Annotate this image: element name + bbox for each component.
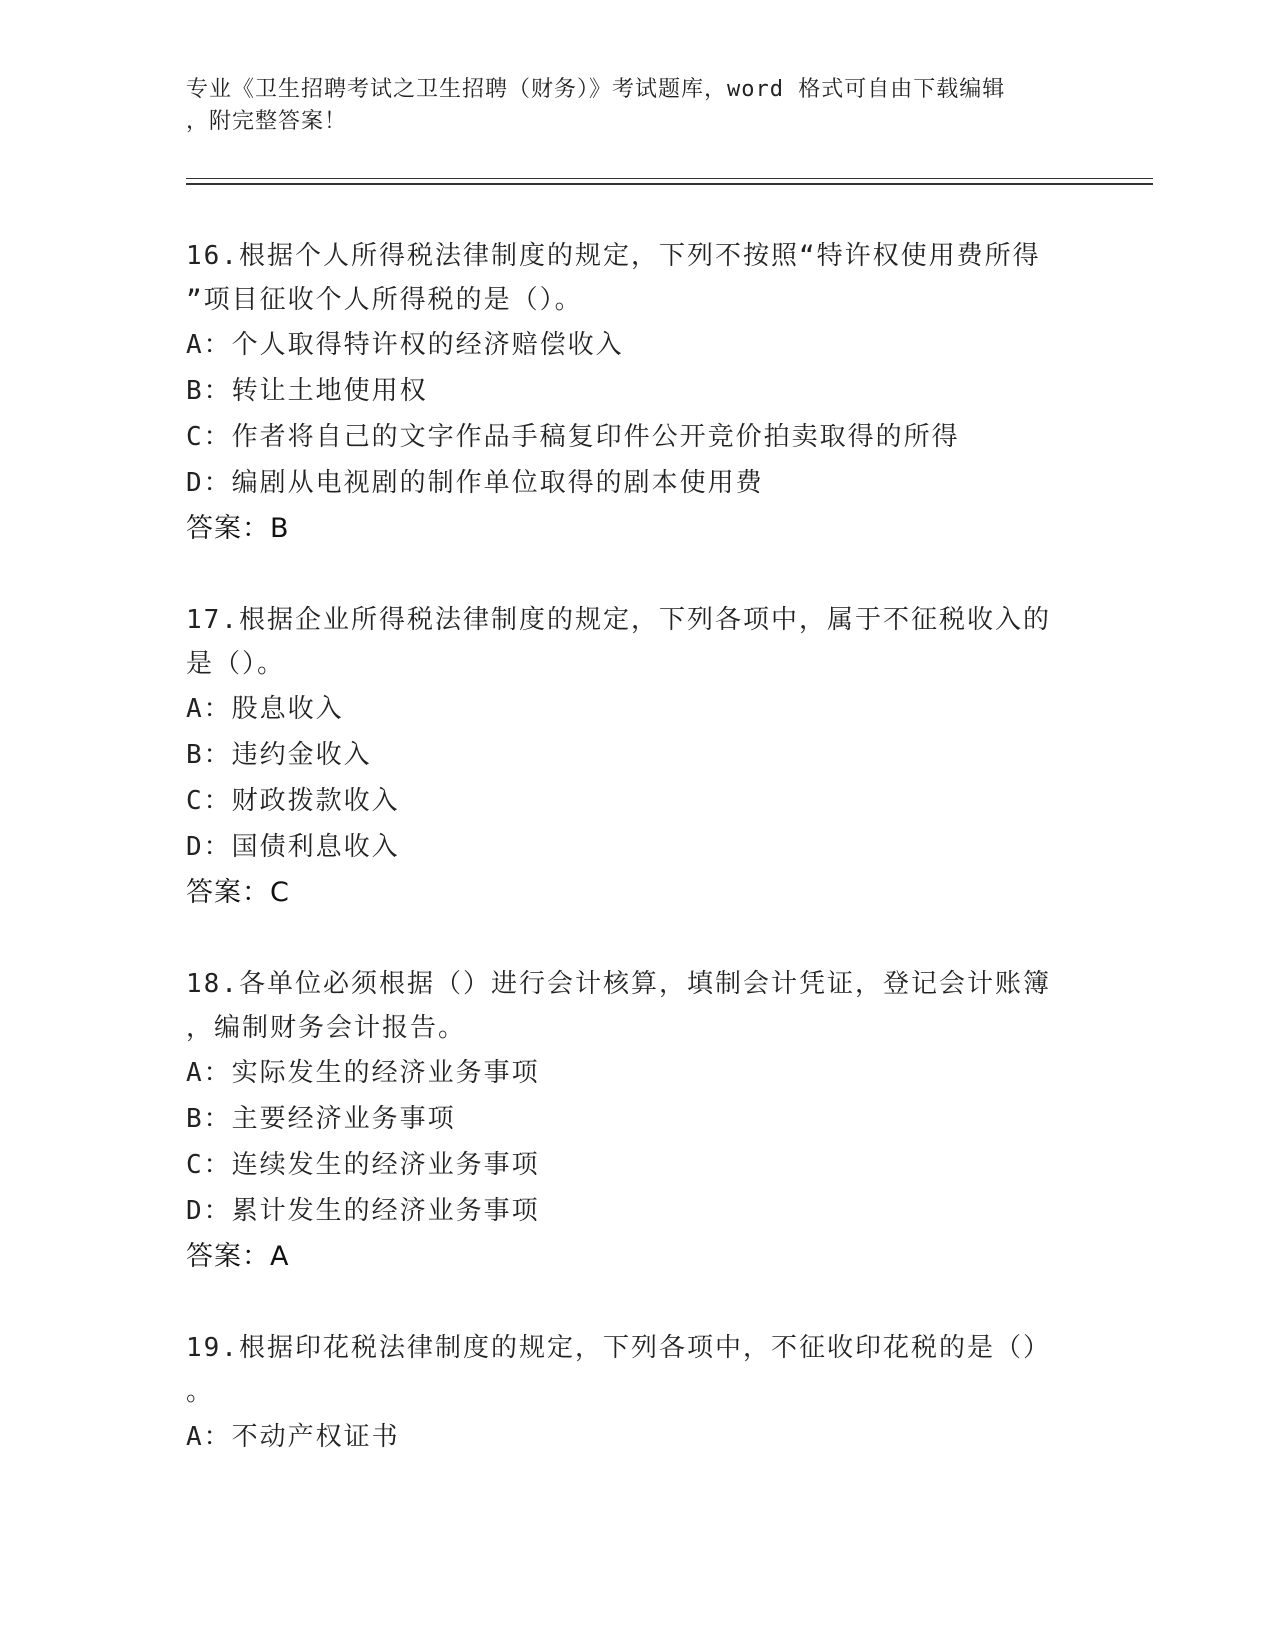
option-c: C：作者将自己的文字作品手稿复印件公开竞价拍卖取得的所得 bbox=[186, 422, 960, 452]
option-c: C：连续发生的经济业务事项 bbox=[186, 1150, 540, 1180]
question-stem: 17.根据企业所得税法律制度的规定，下列各项中，属于不征税收入的 是（）。 bbox=[186, 605, 1051, 679]
header-divider-bottom bbox=[186, 183, 1153, 185]
option-b: B：主要经济业务事项 bbox=[186, 1104, 456, 1134]
option-a: A：不动产权证书 bbox=[186, 1422, 400, 1452]
option-b: B：转让土地使用权 bbox=[186, 376, 428, 406]
question-18 bbox=[186, 962, 1086, 1280]
option-d: D：累计发生的经济业务事项 bbox=[186, 1196, 540, 1226]
option-d: D：国债利息收入 bbox=[186, 832, 400, 862]
option-b: B：违约金收入 bbox=[186, 740, 372, 770]
option-a: A：股息收入 bbox=[186, 694, 344, 724]
header-note: 专业《卫生招聘考试之卫生招聘（财务）》考试题库，word 格式可自由下载编辑 ，附完整答案！ bbox=[186, 77, 1006, 134]
question-19 bbox=[186, 1326, 1086, 1460]
question-16 bbox=[186, 234, 1086, 552]
answer-line: 答案：A bbox=[186, 1241, 290, 1272]
option-c: C：财政拨款收入 bbox=[186, 786, 400, 816]
question-17 bbox=[186, 598, 1086, 916]
option-d: D：编剧从电视剧的制作单位取得的剧本使用费 bbox=[186, 468, 764, 498]
option-a: A：个人取得特许权的经济赔偿收入 bbox=[186, 330, 624, 360]
question-stem: 18.各单位必须根据（）进行会计核算，填制会计凭证，登记会计账簿 ，编制财务会计报告。 bbox=[186, 969, 1051, 1043]
option-a: A：实际发生的经济业务事项 bbox=[186, 1058, 540, 1088]
question-stem: 19.根据印花税法律制度的规定，下列各项中，不征收印花税的是（） 。 bbox=[186, 1333, 1051, 1407]
question-stem: 16.根据个人所得税法律制度的规定，下列不按照“特许权使用费所得 ”项目征收个人所得税的是（）。 bbox=[186, 241, 1041, 315]
answer-line: 答案：B bbox=[186, 513, 290, 544]
answer-line: 答案：C bbox=[186, 877, 290, 908]
header-divider-top bbox=[186, 178, 1153, 179]
